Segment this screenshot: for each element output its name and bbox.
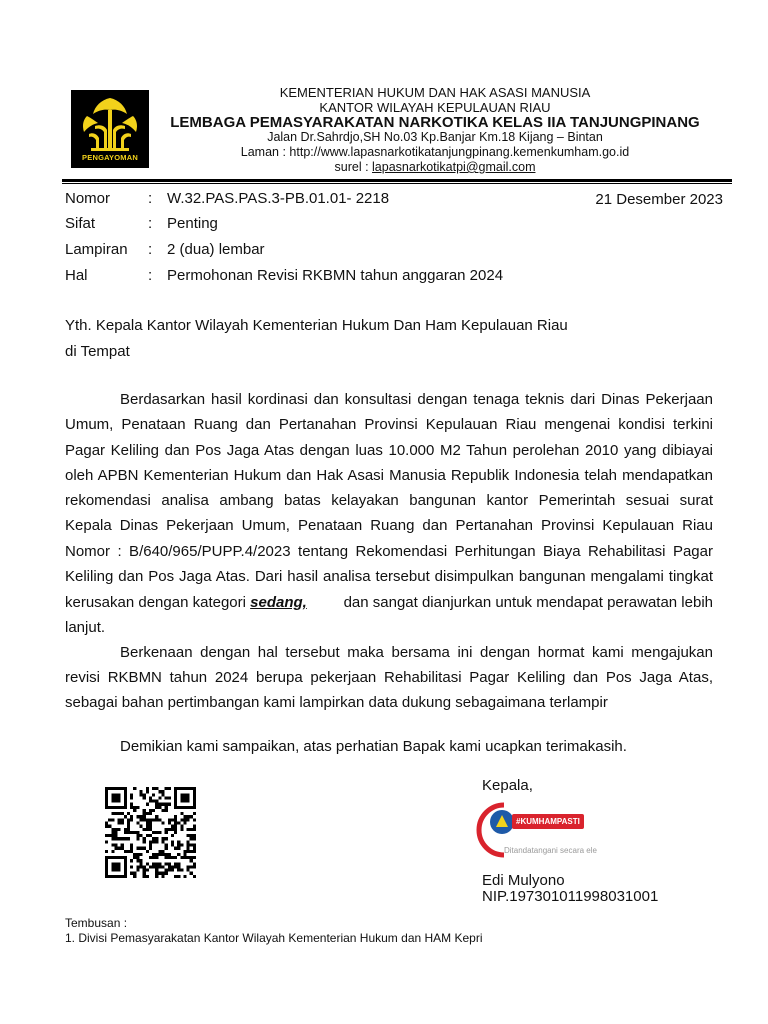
- signer-title: Kepala,: [482, 777, 533, 794]
- nomor-value: W.32.PAS.PAS.3-PB.01.01- 2218: [167, 190, 390, 207]
- body-paragraph-1-line: lanjut.: [65, 619, 106, 636]
- body-text: dan sangat dianjurkan untuk mendapat perawatan lebih: [343, 594, 713, 611]
- sifat-label: Sifat: [65, 215, 96, 232]
- recipient-line: Yth. Kepala Kantor Wilayah Kementerian Hukum Dan Ham Kepulauan Riau: [65, 317, 568, 334]
- body-paragraph-1-line: Umum, Penataan Ruang dan Pertanahan Provinsi Kepulauan Riau mengenai kondisi terkini: [65, 416, 713, 433]
- regional-office-name: KANTOR WILAYAH KEPULAUAN RIAU: [319, 100, 551, 115]
- lampiran-label: Lampiran: [65, 241, 128, 258]
- qr-code: [105, 787, 196, 878]
- body-paragraph-1-line: Nomor : B/640/965/PUPP.4/2023 tentang Rekomendasi Perhitungan Biaya Rehabilitasi Pagar: [65, 543, 713, 560]
- letter-date: 21 Desember 2023: [595, 191, 723, 208]
- body-paragraph-2-line: revisi RKBMN tahun 2024 berupa pekerjaan Rehabilitasi Pagar Keliling dan Pos Jaga Atas,: [65, 669, 713, 686]
- body-paragraph-1-line: rekomendasi analisa ambang batas kelayakan bangunan kantor Pemerintah sesuai surat: [65, 492, 713, 509]
- stamp-tag: #KUMHAMPASTI: [512, 814, 584, 829]
- lampiran-value: 2 (dua) lembar: [167, 241, 265, 258]
- email-label: surel :: [334, 160, 373, 174]
- colon: :: [148, 215, 153, 232]
- body-text: kerusakan dengan kategori: [65, 594, 251, 611]
- cc-label: Tembusan :: [65, 916, 128, 930]
- body-paragraph-1-line: oleh APBN Kementerian Hukum dan Hak Asasi Manusia Republik Indonesia telah mendapatkan: [65, 467, 713, 484]
- sifat-value: Penting: [167, 215, 218, 232]
- letterhead-divider-thin: [62, 183, 732, 184]
- body-paragraph-2-line: Berkenaan dengan hal tersebut maka bersama ini dengan hormat kami mengajukan: [120, 644, 713, 661]
- institution-logo: [71, 90, 149, 168]
- hal-label: Hal: [65, 267, 88, 284]
- body-paragraph-1-line: Keliling dan Pos Jaga Atas. Dari hasil analisa tersebut disimpulkan bangunan mengalami tingkat: [65, 568, 713, 585]
- hal-value: Permohonan Revisi RKBMN tahun anggaran 2024: [167, 267, 504, 284]
- cc-item: 1. Divisi Pemasyarakatan Kantor Wilayah Kementerian Hukum dan HAM Kepri: [65, 931, 483, 945]
- body-paragraph-2-line: sebagai bahan pertimbangan kami lampirkan data dukung sebagaimana terlampir: [65, 694, 608, 711]
- ministry-name: KEMENTERIAN HUKUM DAN HAK ASASI MANUSIA: [279, 85, 591, 100]
- address: Jalan Dr.Sahrdjo,SH No.03 Kp.Banjar Km.18 Kijang – Bintan: [267, 130, 603, 144]
- email-link[interactable]: lapasnarkotikatpi@gmail.com: [372, 160, 536, 174]
- signer-name: Edi Mulyono: [482, 872, 565, 889]
- closing-paragraph: Demikian kami sampaikan, atas perhatian Bapak kami ucapkan terimakasih.: [120, 738, 627, 755]
- e-signature-stamp: [474, 799, 597, 861]
- colon: :: [148, 267, 153, 284]
- email-line: [150, 161, 720, 174]
- stamp-note: Ditandatangani secara ele: [504, 846, 597, 855]
- body-paragraph-1-line: Kepala Dinas Pekerjaan Umum, Penataan Ruang dan Pertanahan Provinsi Kepulauan Riau: [65, 517, 713, 534]
- emphasis-category: sedang,: [250, 594, 307, 611]
- signer-nip: NIP.197301011998031001: [482, 888, 659, 905]
- body-paragraph-1-line: Berdasarkan hasil kordinasi dan konsultasi dengan tenaga teknis dari Dinas Pekerjaan: [120, 391, 713, 408]
- institution-name: LEMBAGA PEMASYARAKATAN NARKOTIKA KELAS IIA TANJUNGPINANG: [170, 114, 700, 131]
- logo-label: PENGAYOMAN: [82, 153, 138, 162]
- recipient-place: di Tempat: [65, 343, 130, 360]
- letterhead-divider-thick: [62, 179, 732, 182]
- colon: :: [148, 190, 153, 207]
- website-link[interactable]: Laman : http://www.lapasnarkotikatanjungpinang.kemenkumham.go.id: [240, 145, 630, 159]
- body-paragraph-1-line: Pagar Keliling dan Pos Jaga Atas dengan luas 10.000 M2 Tahun perolehan 2010 yang dibiayai: [65, 442, 713, 459]
- nomor-label: Nomor: [65, 190, 111, 207]
- body-paragraph-1-line: [65, 595, 713, 610]
- colon: :: [148, 241, 153, 258]
